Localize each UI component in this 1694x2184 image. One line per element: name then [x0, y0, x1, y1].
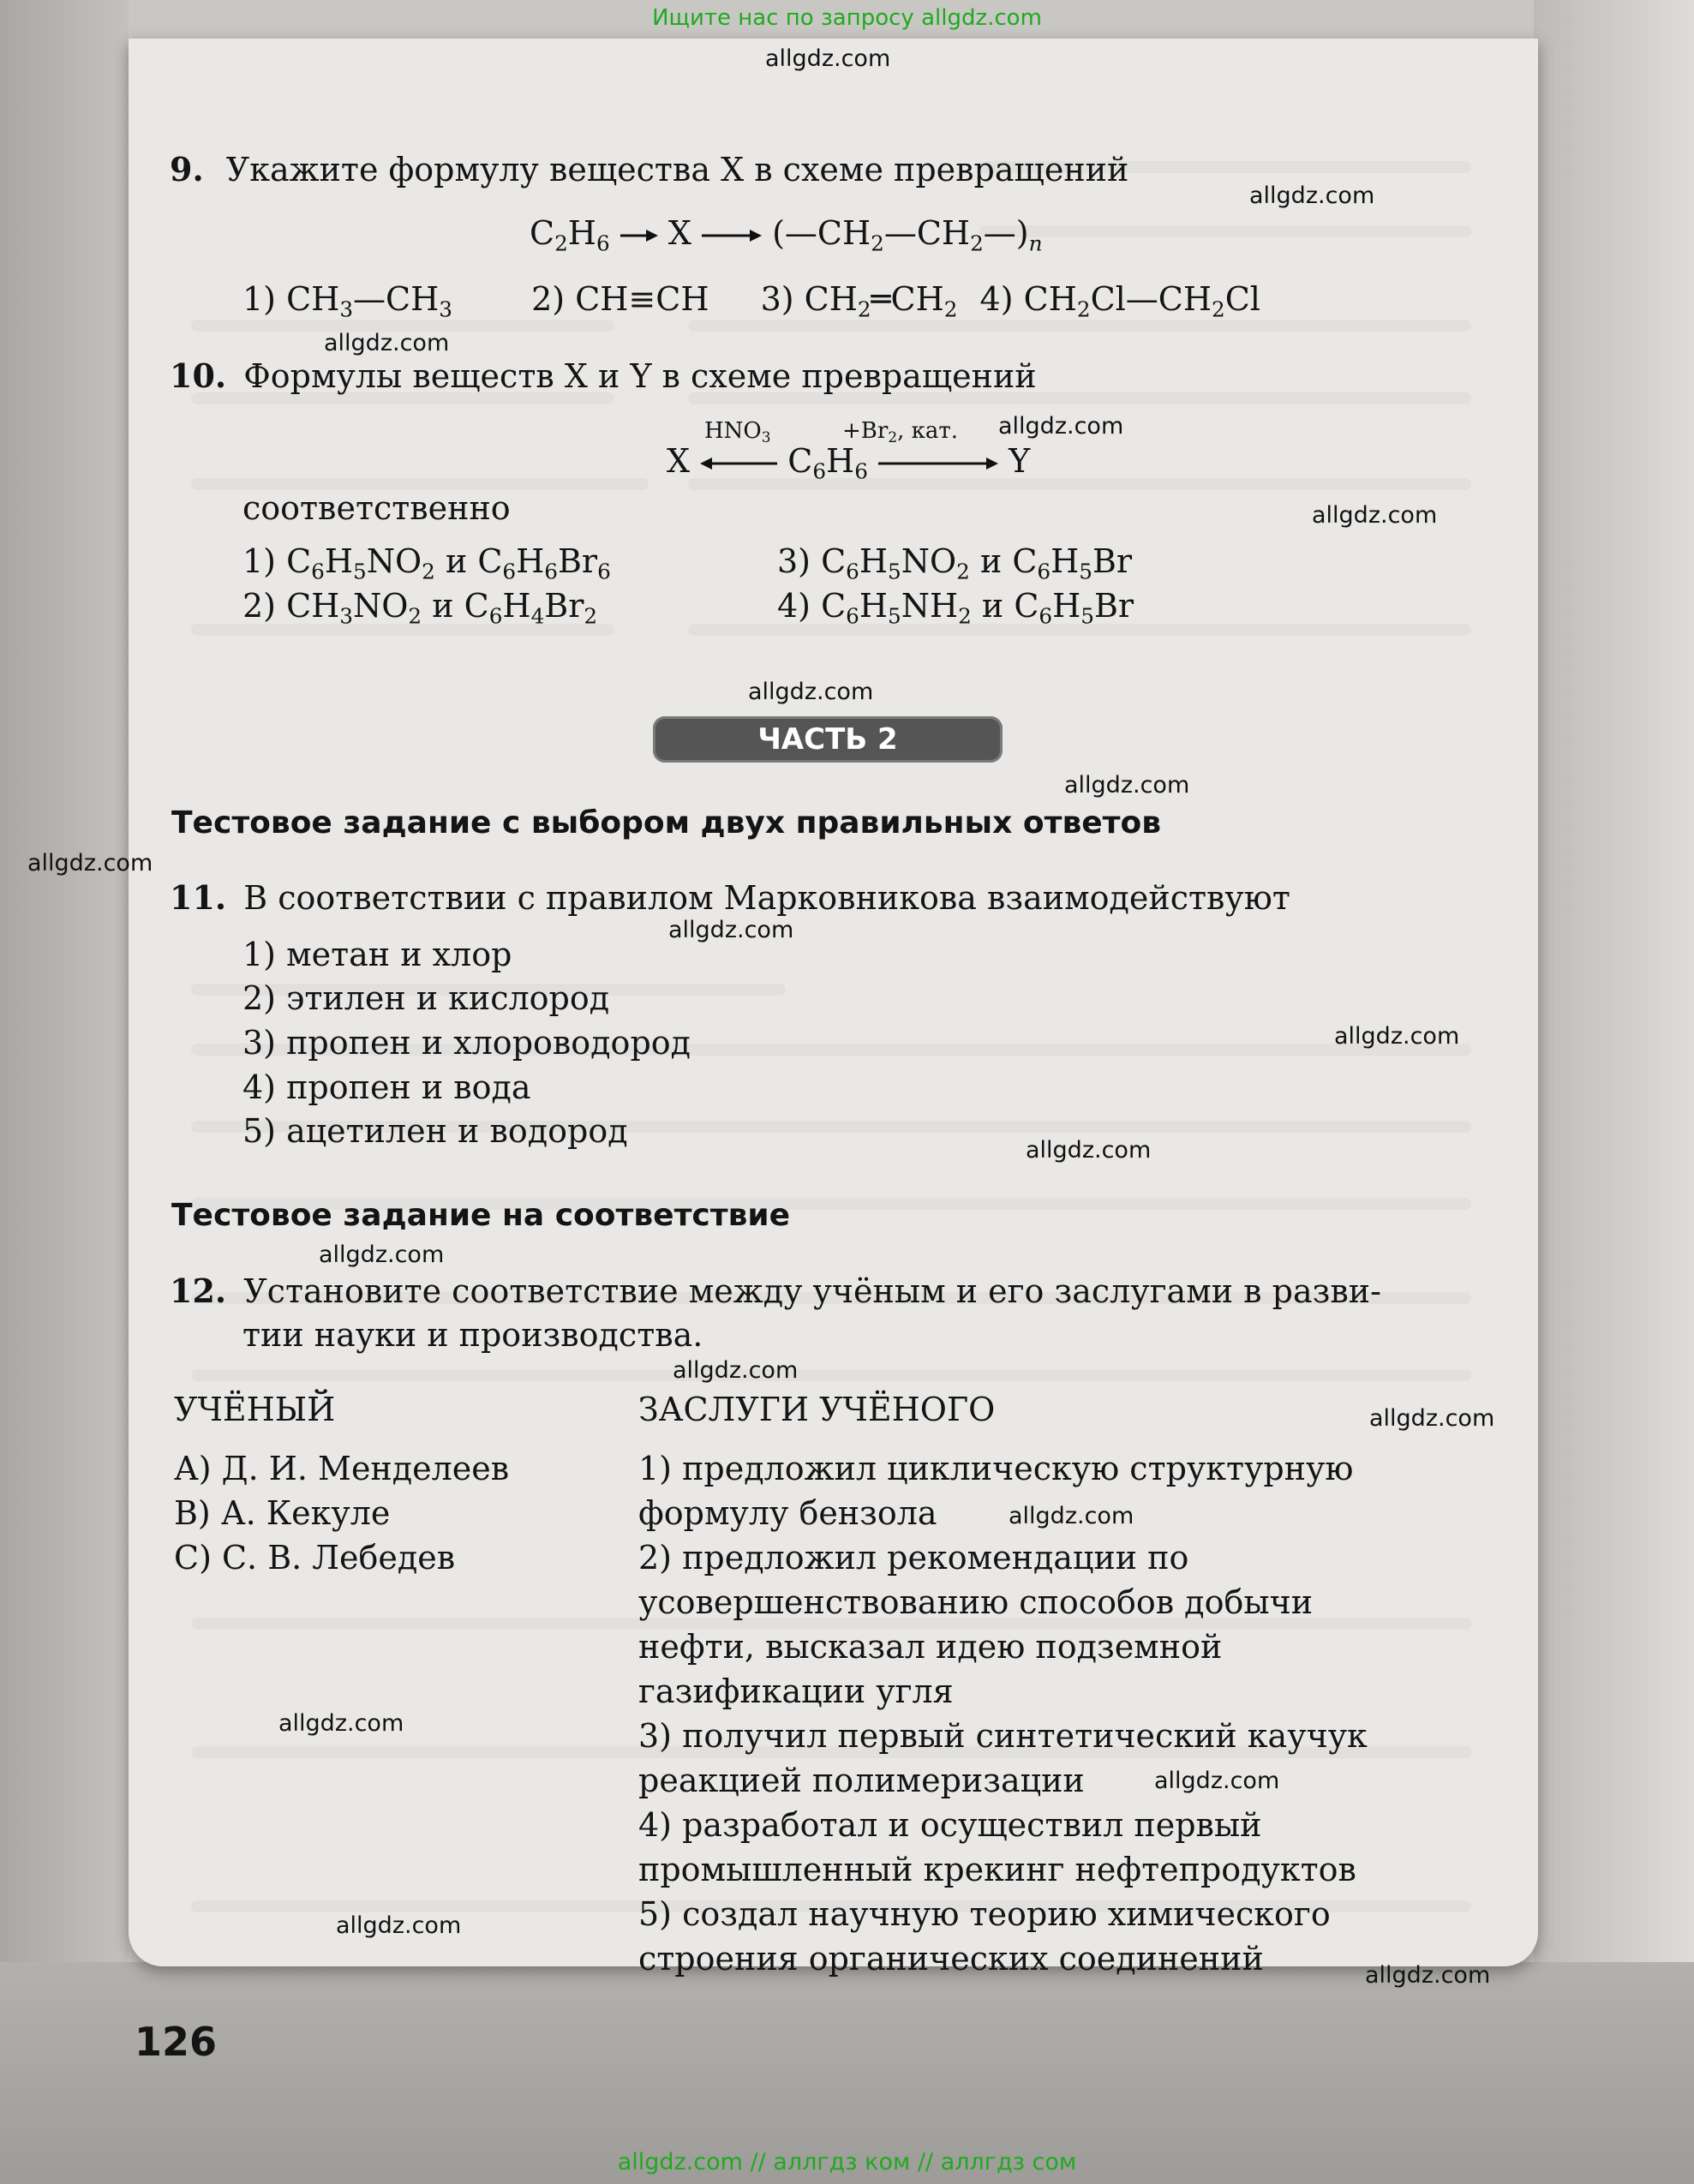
q10-number: 10.: [170, 356, 227, 395]
watermark: allgdz.com: [1064, 772, 1190, 799]
arrow-right-icon: [620, 227, 658, 244]
watermark: allgdz.com: [1249, 182, 1375, 209]
q9-answer-4: 4) $CH_2Cl—CH_2Cl$: [979, 280, 1260, 322]
watermark: allgdz.com: [1312, 502, 1438, 529]
q10-heading: [170, 356, 1037, 397]
section-heading-matching: Тестовое задание на соответствие: [171, 1198, 791, 1233]
q11-option: 3) пропен и хлороводород: [242, 1024, 691, 1062]
background-right: [1534, 0, 1694, 2184]
q9-scheme-sub: 2: [970, 230, 984, 256]
top-banner[interactable]: Ищите нас по запросу allgdz.com: [652, 5, 1042, 31]
watermark: allgdz.com: [998, 413, 1124, 440]
q12-number: 12.: [170, 1272, 227, 1310]
section-heading-two-answers: Тестовое задание с выбором двух правильных ответов: [171, 805, 1162, 841]
arrow-right-icon: [878, 455, 998, 472]
q12-scientist: А) Д. И. Менделеев: [174, 1450, 510, 1487]
watermark: allgdz.com: [1009, 1503, 1134, 1529]
q9-scheme-product-end: —): [983, 214, 1029, 252]
q10-text: Формулы веществ X и Y в схеме превращений: [243, 357, 1037, 395]
q12-merit-line: 1) предложил циклическую структурную: [638, 1450, 1354, 1487]
q10-scheme: [667, 442, 1030, 484]
q9-scheme-start: C: [530, 214, 555, 252]
q9-scheme-sub: 2: [554, 230, 568, 256]
q12-merit-line: 3) получил первый синтетический каучук: [638, 1717, 1368, 1755]
watermark: allgdz.com: [668, 917, 794, 943]
q12-merit-line: промышленный крекинг нефтепродуктов: [638, 1851, 1356, 1888]
q10-answer-2: 2) $CH_3NO_2$ и $C_6H_4Br_2$: [242, 587, 598, 629]
q12-heading: [170, 1272, 1381, 1312]
watermark: allgdz.com: [1154, 1768, 1280, 1794]
q9-scheme-product-mid: —CH: [883, 214, 971, 252]
background-left: [0, 0, 129, 2184]
q9-scheme: [530, 214, 1043, 256]
watermark: allgdz.com: [1334, 1023, 1460, 1050]
q9-answer-3: 3) $CH_2═CH_2$: [760, 280, 958, 322]
q12-text-line1: Установите соответствие между учёным и его заслугами в разви-: [243, 1272, 1381, 1310]
q9-scheme-product: (—CH: [772, 214, 871, 252]
q10-answer-3: 3) $C_6H_5NO_2$ и $C_6H_5Br$: [777, 542, 1133, 584]
watermark: allgdz.com: [278, 1710, 404, 1737]
q11-option: 1) метан и хлор: [242, 936, 512, 973]
q12-scientist-header: УЧЁНЫЙ: [174, 1391, 336, 1428]
q9-scheme-sub: 2: [871, 230, 884, 256]
q9-answer-1: 1) $CH_3—CH_3$: [242, 280, 452, 322]
page-number: 126: [135, 2019, 218, 2065]
q12-merits-header: ЗАСЛУГИ УЧЁНОГО: [638, 1391, 996, 1428]
q12-merit-line: строения органических соединений: [638, 1940, 1264, 1978]
q10-scheme-sub: 6: [854, 458, 868, 484]
q12-merit-line: усовершенствованию способов добычи: [638, 1583, 1314, 1621]
q9-scheme-middle: X: [667, 214, 691, 252]
arrow-right-icon: [702, 227, 762, 244]
q11-heading: [170, 878, 1290, 918]
q12-merit-line: 4) разработал и осуществил первый: [638, 1806, 1262, 1844]
q11-option: 4) пропен и вода: [242, 1068, 531, 1106]
q9-answers: [242, 280, 1260, 322]
q12-merit-line: нефти, высказал идею подземной: [638, 1628, 1223, 1666]
watermark: allgdz.com: [324, 330, 450, 356]
arrow-left-icon: [700, 455, 777, 472]
q10-scheme-sub: 6: [812, 458, 827, 484]
q12-scientist: С) С. В. Лебедев: [174, 1539, 456, 1577]
watermark: allgdz.com: [1369, 1405, 1495, 1432]
q9-number: 9.: [170, 150, 204, 188]
q11-text: В соответствии с правилом Марковникова взаимодействуют: [243, 879, 1290, 917]
q11-option: 5) ацетилен и водород: [242, 1112, 628, 1150]
watermark: allgdz.com: [1365, 1962, 1491, 1989]
watermark: allgdz.com: [673, 1357, 799, 1384]
q12-text-line2: тии науки и производства.: [242, 1316, 703, 1354]
watermark: allgdz.com: [336, 1912, 462, 1939]
q12-scientist: В) А. Кекуле: [174, 1494, 391, 1532]
part-2-label: ЧАСТЬ 2: [757, 722, 898, 757]
watermark: allgdz.com: [748, 679, 874, 705]
q9-scheme-n: n: [1028, 230, 1043, 256]
q11-number: 11.: [170, 878, 227, 917]
q9-text: Укажите формулу вещества X в схеме превращений: [225, 151, 1129, 188]
q10-tail: соответственно: [242, 489, 511, 527]
q12-merit-line: 5) создал научную теорию химического: [638, 1895, 1331, 1933]
q12-merit-line: газификации угля: [638, 1672, 954, 1710]
q12-merit-line: формулу бензола: [638, 1494, 937, 1532]
q10-scheme-x: X: [667, 442, 691, 480]
q12-merit-line: реакцией полимеризации: [638, 1762, 1085, 1799]
q10-right-reagent-sub: 2: [888, 428, 898, 446]
q10-left-reagent-text: HNO: [704, 418, 762, 444]
q10-answer-1: 1) $C_6H_5NO_2$ и $C_6H_6Br_6$: [242, 542, 611, 584]
q10-right-reagent-tail: , кат.: [897, 418, 959, 444]
q9-answer-2: 2) CH≡CH: [531, 280, 709, 318]
watermark: allgdz.com: [765, 45, 891, 72]
q10-scheme-center: C: [787, 442, 813, 480]
q10-right-reagent-text: +Br: [842, 418, 889, 444]
q10-left-reagent-sub: 3: [761, 428, 771, 446]
q10-scheme-center-h: H: [826, 442, 855, 480]
q11-option: 2) этилен и кислород: [242, 979, 610, 1017]
watermark: allgdz.com: [27, 850, 153, 877]
watermark: allgdz.com: [1026, 1137, 1152, 1164]
q9-scheme-sub: 6: [596, 230, 610, 256]
q9-scheme-start-h: H: [567, 214, 596, 252]
q9-heading: [170, 150, 1128, 190]
watermark: allgdz.com: [319, 1242, 445, 1268]
q10-scheme-y: Y: [1009, 442, 1031, 480]
q12-merit-line: 2) предложил рекомендации по: [638, 1539, 1189, 1577]
q10-answer-4: 4) $C_6H_5NH_2$ и $C_6H_5Br$: [777, 587, 1134, 629]
bottom-banner[interactable]: allgdz.com // аллгдз ком // аллгдз сом: [617, 2149, 1077, 2175]
